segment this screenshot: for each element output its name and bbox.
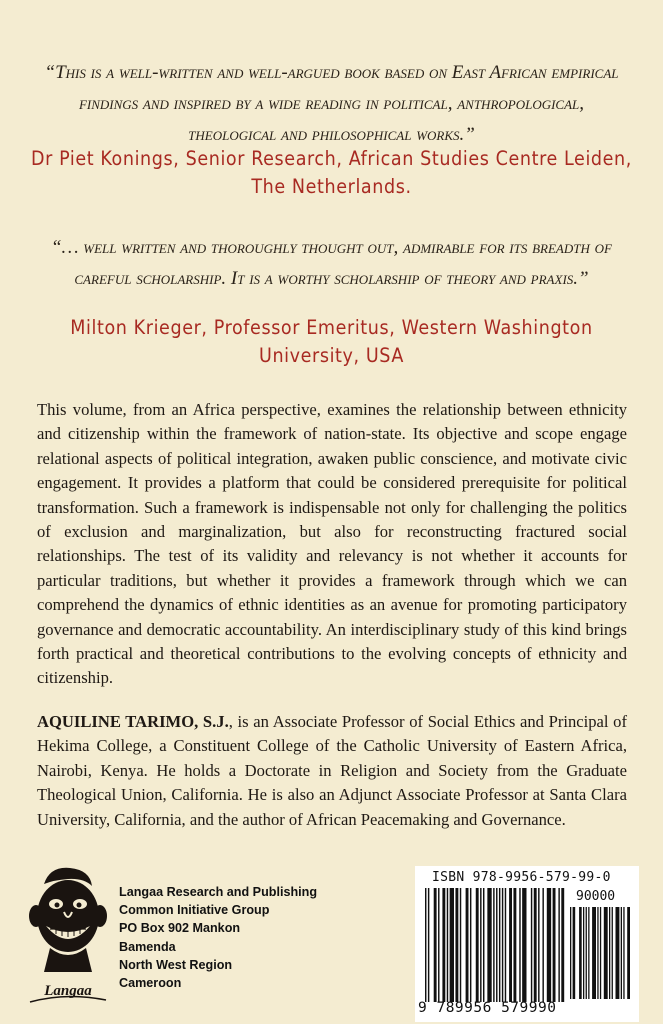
barcode-bar (579, 907, 582, 999)
logo-wordmark: Langaa (44, 983, 92, 999)
barcode-bar (592, 907, 596, 999)
barcode-bar (466, 888, 469, 1002)
barcode-bar (609, 907, 610, 999)
barcode-bar (553, 888, 556, 1002)
barcode-bar (586, 907, 587, 999)
barcode-bar (483, 888, 484, 1002)
barcode-bar (509, 888, 512, 1002)
barcode-bar (531, 888, 532, 1002)
isbn-barcode (415, 866, 639, 1022)
barcode-bar (547, 888, 551, 1002)
author-bio (37, 710, 627, 832)
barcode-bar (558, 888, 559, 1002)
barcode-bar (583, 907, 584, 999)
ean-barcode-bars (425, 888, 565, 1002)
barcode-bar (505, 888, 506, 1002)
ean-digits: 9 789956 579990 (418, 1000, 557, 1016)
author-name: AQUILINE TARIMO, S.J. (37, 712, 229, 731)
publisher-line: North West Region (119, 957, 233, 972)
barcode-bar (570, 907, 571, 999)
review-attribution-2: Milton Krieger, Professor Emeritus, Western Washington University, USA (70, 316, 593, 367)
barcode-bar (487, 888, 491, 1002)
barcode-bar (519, 888, 520, 1002)
review-quote-2: “… well written and thoroughly thought out, admirable for its breadth of careful scholarship. It is a worthy scholarship of theory and praxis.” (51, 237, 612, 289)
publisher-line: Cameroon (119, 976, 182, 991)
barcode-bar (499, 888, 500, 1002)
publisher-line: Langaa Research and Publishing (119, 885, 318, 899)
barcode-bar (542, 888, 543, 1002)
barcode-bar (597, 907, 598, 999)
publisher-line: Common Initiative Group (119, 903, 270, 918)
barcode-bar (460, 888, 461, 1002)
barcode-bar (428, 888, 429, 1002)
publisher-address (119, 883, 317, 992)
barcode-bar (496, 888, 497, 1002)
barcode-bar (480, 888, 481, 1002)
review-attribution-1: Dr Piet Konings, Senior Research, African Studies Centre Leiden, The Netherlands. (31, 147, 632, 198)
isbn-number: ISBN 978-9956-579-99-0 (432, 870, 611, 885)
barcode-bar (621, 907, 622, 999)
barcode-bar (616, 907, 620, 999)
barcode-bar (588, 907, 589, 999)
price-code: 90000 (576, 889, 616, 904)
barcode-bar (561, 888, 564, 1002)
addon-barcode-bars (570, 907, 630, 999)
barcode-bar (538, 888, 539, 1002)
barcode-bar (573, 907, 576, 999)
barcode-bar (627, 907, 630, 999)
barcode-bar (434, 888, 437, 1002)
barcode-bar (522, 888, 526, 1002)
book-description: This volume, from an Africa perspective, examines the relationship between ethnicity and citizenship within the framework of nation-state. Its objective and scope engage relational aspects of political integration, awaken public conscience, and motivate civic engagement. It provides a platform that could be considered prerequisite for political transformation. Such a framework is indispensable not only for challenging the politics of exclusion and marginalization, but also for reconstructing fractured social relationships. The test of its validity and relevancy is not whether it accounts for particular traditions, but whether it provides a framework through which we can comprehend the dynamics of ethnic identities as an avenue for promoting participatory governance and democratic accountability. An interdisciplinary study of this kind brings forth practical and theoretical contributions to the evolving concepts of ethnicity and citizenship. (37, 400, 627, 688)
barcode-bar (450, 888, 454, 1002)
review-quote-1: “This is a well-written and well-argued book based on East African empirical findings and inspired by a wide reading in political, anthropological, theological and philosophical works.” (44, 62, 619, 145)
barcode-bar (493, 888, 494, 1002)
author-bio-text: , is an Associate Professor of Social Ethics and Principal of Hekima College, a Constituent College of the Catholic University of Eastern Africa, Nairobi, Kenya. He holds a Doctorate in Religion and Society from the Graduate Theological Union, California. He is also an Adjunct Associate Professor at Santa Clara University, California, and the author of African Peacemaking and Governance. (37, 712, 627, 829)
barcode-bar (447, 888, 448, 1002)
barcode-bar (534, 888, 537, 1002)
barcode-bar (425, 888, 426, 1002)
barcode-bar (604, 907, 608, 999)
barcode-bar (470, 888, 471, 1002)
barcode-bar (438, 888, 439, 1002)
barcode-bar (612, 907, 613, 999)
barcode-bar (455, 888, 458, 1002)
langaa-logo-icon (26, 862, 110, 1006)
barcode-bar (513, 888, 516, 1002)
barcode-bar (600, 907, 601, 999)
barcode-bar (476, 888, 479, 1002)
publisher-line: PO Box 902 Mankon (119, 921, 241, 936)
barcode-bar (502, 888, 503, 1002)
barcode-bar (623, 907, 624, 999)
barcode-bar (442, 888, 445, 1002)
publisher-line: Bamenda (119, 939, 176, 954)
